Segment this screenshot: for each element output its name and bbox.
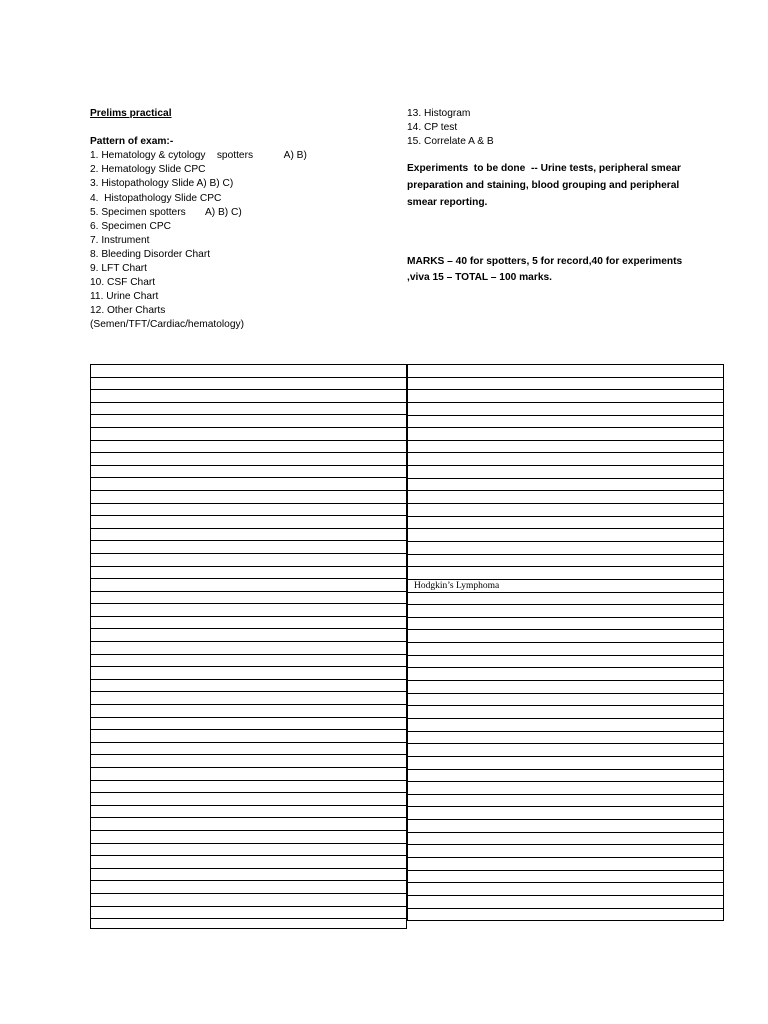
- table-row: [91, 453, 406, 466]
- table-row: [408, 706, 723, 719]
- left-lined-table: [90, 364, 407, 929]
- table-row: [408, 390, 723, 403]
- table-row: [91, 504, 406, 517]
- table-row: [91, 655, 406, 668]
- table-row: [408, 491, 723, 504]
- table-row: [408, 555, 723, 568]
- table-row: [91, 378, 406, 391]
- table-row: [91, 617, 406, 630]
- table-row: [91, 478, 406, 491]
- table-row: [91, 869, 406, 882]
- table-row: [408, 593, 723, 606]
- table-row: [408, 580, 723, 593]
- table-row: [408, 909, 723, 922]
- table-row: [91, 466, 406, 479]
- exam-item-15: 15. Correlate A & B: [407, 136, 494, 148]
- table-row: [91, 491, 406, 504]
- table-row: [408, 479, 723, 492]
- exam-item-9: 9. LFT Chart: [90, 263, 147, 275]
- pattern-heading: Pattern of exam:-: [90, 136, 174, 148]
- exam-item-6: 6. Specimen CPC: [90, 220, 171, 232]
- table-row: [408, 403, 723, 416]
- table-row: [408, 643, 723, 656]
- exam-item-14: 14. CP test: [407, 122, 458, 134]
- table-row: [408, 845, 723, 858]
- table-row: [91, 730, 406, 743]
- table-row: [408, 694, 723, 707]
- table-row: [91, 415, 406, 428]
- table-row: [91, 667, 406, 680]
- exam-item-7: 7. Instrument: [90, 234, 150, 246]
- table-row: [408, 883, 723, 896]
- exam-item-1: 1. Hematology & cytology spotters A) B): [90, 150, 307, 162]
- table-row: [408, 668, 723, 681]
- spacer: [90, 121, 390, 135]
- spacer: [407, 149, 697, 161]
- table-row: [408, 441, 723, 454]
- table-row: [408, 466, 723, 479]
- page-title: Prelims practical: [90, 108, 172, 119]
- table-row: [91, 567, 406, 580]
- table-row: [408, 529, 723, 542]
- table-row: [408, 871, 723, 884]
- table-row: [408, 770, 723, 783]
- table-row: [408, 453, 723, 466]
- table-row: [91, 692, 406, 705]
- table-row: [91, 403, 406, 416]
- table-row: [91, 592, 406, 605]
- table-cell-text: Hodgkin’s Lymphoma: [414, 580, 500, 591]
- table-row: [91, 529, 406, 542]
- table-row: [91, 793, 406, 806]
- table-row: [408, 416, 723, 429]
- table-row: [408, 504, 723, 517]
- table-row: [408, 517, 723, 530]
- table-row: [408, 378, 723, 391]
- table-row: [91, 831, 406, 844]
- table-row: [408, 567, 723, 580]
- table-row: [408, 681, 723, 694]
- table-row: [408, 820, 723, 833]
- exam-item-8: 8. Bleeding Disorder Chart: [90, 248, 211, 260]
- table-row: [91, 894, 406, 907]
- table-row: [91, 856, 406, 869]
- table-row: [91, 604, 406, 617]
- table-row: [91, 818, 406, 831]
- exam-item-5: 5. Specimen spotters A) B) C): [90, 206, 242, 218]
- marks-paragraph: MARKS – 40 for spotters, 5 for record,40 for experiments ,viva 15 – TOTAL – 100 marks.: [407, 255, 683, 284]
- table-row: [408, 896, 723, 909]
- table-row: [91, 428, 406, 441]
- experiments-paragraph: Experiments to be done -- Urine tests, peripheral smear preparation and staining, blood grouping and peripheral smear reporting.: [407, 163, 684, 208]
- table-row: [91, 881, 406, 894]
- exam-item-13: 13. Histogram: [407, 108, 471, 119]
- exam-item-11: 11. Urine Chart: [90, 291, 159, 303]
- table-row: [91, 541, 406, 554]
- table-row: [91, 743, 406, 756]
- exam-item-3: 3. Histopathology Slide A) B) C): [90, 178, 234, 190]
- right-column: [407, 107, 697, 287]
- table-row: [91, 781, 406, 794]
- table-row: [408, 605, 723, 618]
- exam-item-2: 2. Hematology Slide CPC: [90, 164, 206, 176]
- table-row: [408, 618, 723, 631]
- table-row: [408, 833, 723, 846]
- table-row: [408, 630, 723, 643]
- left-column: [90, 107, 390, 333]
- table-row: [91, 365, 406, 378]
- table-row: [91, 919, 406, 932]
- table-row: [408, 807, 723, 820]
- table-row: [91, 806, 406, 819]
- table-row: [408, 428, 723, 441]
- table-row: [91, 718, 406, 731]
- table-row: [408, 542, 723, 555]
- table-row: [91, 642, 406, 655]
- table-row: [91, 554, 406, 567]
- table-row: [91, 768, 406, 781]
- table-row: [408, 365, 723, 378]
- table-row: [91, 705, 406, 718]
- table-row: [408, 782, 723, 795]
- table-row: [408, 795, 723, 808]
- table-row: [91, 516, 406, 529]
- exam-item-12: 12. Other Charts: [90, 305, 166, 317]
- table-row: [91, 844, 406, 857]
- exam-item-4: 4. Histopathology Slide CPC: [90, 192, 222, 204]
- table-row: [408, 732, 723, 745]
- table-row: [91, 907, 406, 920]
- table-row: [408, 656, 723, 669]
- exam-item-10: 10. CSF Chart: [90, 277, 156, 289]
- table-row: [408, 757, 723, 770]
- exam-item-12-detail: (Semen/TFT/Cardiac/hematology): [90, 319, 244, 331]
- right-lined-table: [407, 364, 724, 921]
- table-row: [91, 441, 406, 454]
- table-row: [408, 744, 723, 757]
- table-row: [408, 858, 723, 871]
- table-row: [91, 680, 406, 693]
- table-row: [91, 629, 406, 642]
- table-row: [91, 390, 406, 403]
- table-row: [91, 579, 406, 592]
- table-row: [408, 719, 723, 732]
- spacer: [407, 212, 697, 254]
- table-row: [91, 755, 406, 768]
